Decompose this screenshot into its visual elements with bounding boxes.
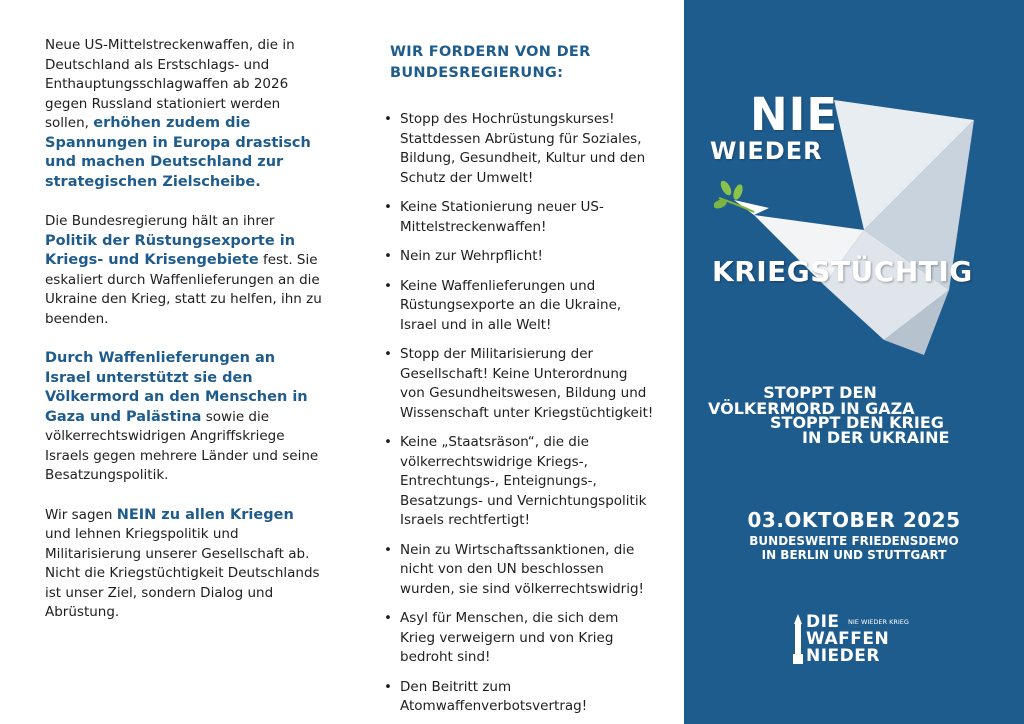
slogan-line: IN DER UKRAINE <box>802 428 950 447</box>
text: Wir sagen <box>45 506 117 523</box>
logo-tagline: NIE WIEDER KRIEG <box>848 618 909 626</box>
slogan-line: STOPPT DEN <box>763 383 877 402</box>
paragraph-israel <box>45 349 322 486</box>
list-item: • Stopp des Hochrüstungskurses! Stattdessen Abrüstung für Soziales, Bildung, Gesundheit, Kultur und den Schutz der Umwelt! <box>384 110 654 188</box>
text: fest. Sie eskaliert durch Waffenlieferungen an die Ukraine den Krieg, statt zu helfen, ihn zu beenden. <box>45 252 322 327</box>
list-item: • Asyl für Menschen, die sich dem Krieg verweigern und von Krieg bedroht sind! <box>384 609 654 668</box>
event-date: 03.OKTOBER 2025 <box>747 508 961 532</box>
title-kriegstuechtig: KRIEGSTÜCHTIG <box>712 255 973 288</box>
text: Die Bundesregierung hält an ihrer <box>45 213 275 229</box>
emphasis-text: erhöhen zudem die Spannungen in Europa drastisch und machen Deutschland zur strategischen Zielscheibe. <box>45 115 311 190</box>
demands-column <box>342 0 684 724</box>
emphasis-text: Durch Waffenlieferungen an Israel unterstützt sie den Völkermord an den Menschen in Gaza und Palästina <box>45 350 308 425</box>
title-wieder: WIEDER <box>710 137 823 165</box>
event-info-line: IN BERLIN UND STUTTGART <box>761 548 947 562</box>
logo-text: DIE <box>806 612 840 632</box>
emphasis-text: NEIN zu allen Kriegen <box>116 506 294 523</box>
text: Neue US-Mittelstreckenwaffen, die in Deutschland als Erstschlags- und Enthauptungsschlagwaffen ab 2026 gegen Russland stationiert werden sollen, <box>45 37 295 131</box>
list-item: • Keine Waffenlieferungen und Rüstungsexporte an die Ukraine, Israel und in alle Welt! <box>384 277 654 336</box>
logo-text: NIEDER <box>806 646 880 666</box>
event-info-line: BUNDESWEITE FRIEDENSDEMO <box>749 534 959 548</box>
hand-icon <box>792 614 804 666</box>
slogan-line: STOPPT DEN KRIEG <box>770 413 944 432</box>
left-column <box>0 0 342 724</box>
demands-list <box>370 110 654 717</box>
logo-text: WAFFEN <box>806 629 890 649</box>
list-item: • Nein zur Wehrpflicht! <box>384 247 654 267</box>
list-item: • Keine Stationierung neuer US-Mittelstreckenwaffen! <box>384 198 654 237</box>
list-item: • Nein zu Wirtschaftssanktionen, die nicht von den UN beschlossen wurden, sie sind völkerrechtswidrig! <box>384 541 654 600</box>
paragraph-exports <box>45 212 322 329</box>
list-item: • Den Beitritt zum Atomwaffenverbotsvertrag! <box>384 678 654 717</box>
text: und lehnen Kriegspolitik und Militarisierung unserer Gesellschaft ab. Nicht die Kriegstüchtigkeit Deutschlands ist unser Ziel, sondern Dialog und Abrüstung. <box>45 526 320 620</box>
title-nie: NIE <box>750 88 839 141</box>
event-info <box>684 534 1024 562</box>
text: sowie die völkerrechtswidrigen Angriffskriege Israels gegen mehrere Länder und seine Besatzungspolitik. <box>45 408 319 483</box>
slogan-line: VÖLKERMORD IN GAZA <box>708 399 915 418</box>
paragraph-no-wars <box>45 506 322 623</box>
emphasis-text: Politik der Rüstungsexporte in Kriegs- und Krisengebiete <box>45 232 296 268</box>
paragraph-missiles <box>45 36 322 192</box>
list-item: • Stopp der Militarisierung der Gesellschaft! Keine Unterordnung von Gesundheitswesen, Bildung und Wissenschaft unter Kriegstüchtigkeit! <box>384 345 654 423</box>
demands-heading: WIR FORDERN VON DER BUNDESREGIERUNG: <box>390 44 591 81</box>
list-item: • Keine „Staatsräson“, die die völkerrechtswidrige Kriegs-, Entrechtungs-, Enteignungs-, Besatzungs- und Vernichtungspolitik Israels rechtfertigt! <box>384 433 654 531</box>
logo <box>792 614 932 674</box>
